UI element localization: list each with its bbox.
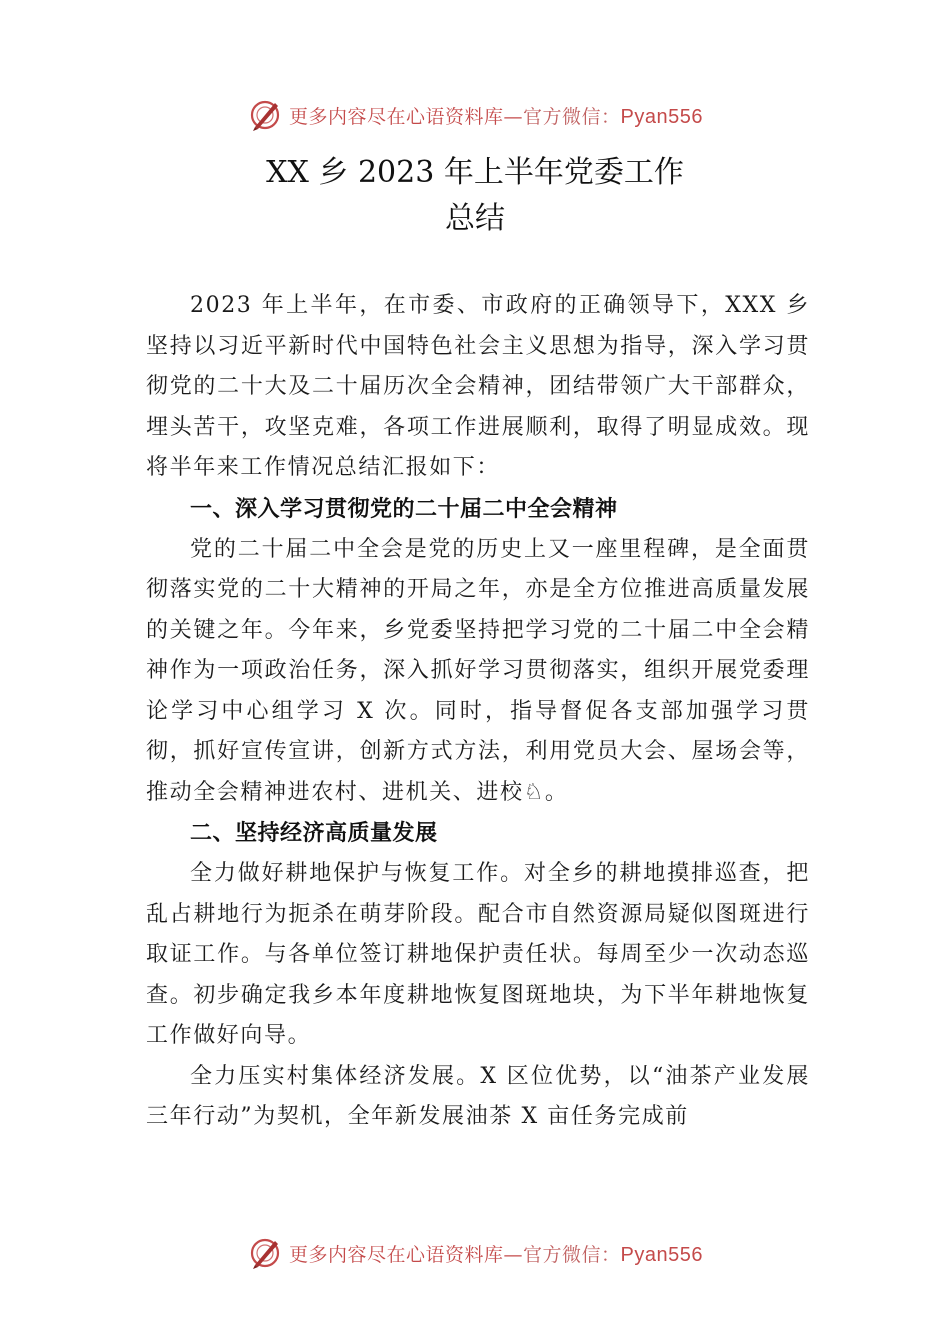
document-body <box>146 286 810 1138</box>
intro-paragraph: 2023 年上半年，在市委、市政府的正确领导下，XXX 乡坚持以习近平新时代中国特色社会主义思想为指导，深入学习贯彻党的二十大及二十届历次全会精神，团结带领广大干部群众，埋头苦干，攻坚克难，各项工作进展顺利，取得了明显成效。现将半年来工作情况总结汇报如下： <box>146 293 810 480</box>
pen-seal-logo-icon <box>247 97 283 133</box>
section-heading-2: 二、坚持经济高质量发展 <box>190 821 438 846</box>
document-title <box>0 150 950 242</box>
watermark-text <box>289 1240 703 1267</box>
watermark-wechat-label: 官方微信： <box>523 105 621 128</box>
watermark-text <box>289 102 703 129</box>
watermark-main-text: 更多内容尽在心语资料库— <box>289 1243 524 1266</box>
watermark-banner-bottom <box>0 1233 950 1273</box>
watermark-wechat-label: 官方微信： <box>523 1243 621 1266</box>
document-title-line2: 总结 <box>445 201 505 236</box>
section-1-paragraph: 党的二十届二中全会是党的历史上又一座里程碑，是全面贯彻落实党的二十大精神的开局之年，亦是全方位推进高质量发展的关键之年。今年来，乡党委坚持把学习党的二十届二中全会精神作为一项政治任务，深入抓好学习贯彻落实，组织开展党委理论学习中心组学习 X 次。同时，指导督促各支部加强学习贯彻，抓好宣传宣讲，创新方式方法，利用党员大会、屋场会等，推动全会精神进农村、进机关、进校♘。 <box>146 536 810 805</box>
watermark-wechat-id: Pyan556 <box>620 105 703 128</box>
watermark-wechat-id: Pyan556 <box>620 1243 703 1266</box>
pen-seal-logo-icon <box>247 1235 283 1271</box>
document-title-line1: XX 乡 2023 年上半年党委工作 <box>266 155 684 190</box>
watermark-banner-top <box>0 95 950 135</box>
section-2-paragraph-2: 全力压实村集体经济发展。X 区位优势，以“油茶产业发展三年行动”为契机，全年新发展油茶 X 亩任务完成前 <box>146 1063 810 1129</box>
section-heading-1: 一、深入学习贯彻党的二十届二中全会精神 <box>190 496 618 522</box>
section-2-paragraph-1: 全力做好耕地保护与恢复工作。对全乡的耕地摸排巡查，把乱占耕地行为扼杀在萌芽阶段。配合市自然资源局疑似图斑进行取证工作。与各单位签订耕地保护责任状。每周至少一次动态巡查。初步确定我乡本年度耕地恢复图斑地块，为下半年耕地恢复工作做好向导。 <box>146 861 810 1048</box>
watermark-main-text: 更多内容尽在心语资料库— <box>289 105 524 128</box>
